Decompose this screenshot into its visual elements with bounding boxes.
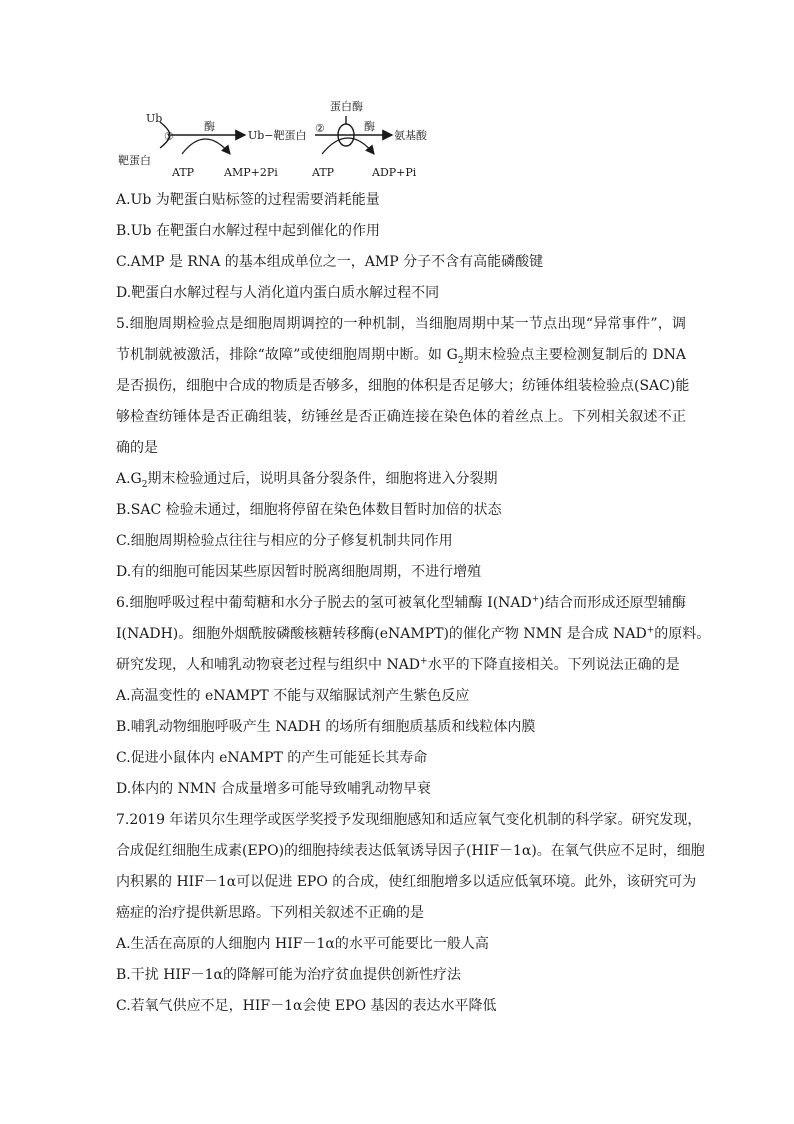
target-protein-label: 靶蛋白 — [118, 154, 151, 167]
question-text — [116, 185, 711, 1022]
q6-stem-line-2 — [116, 619, 711, 650]
q6-l3-b: 水平的下降直接相关。下列说法正确的是 — [427, 657, 680, 673]
q4-option-a: A.Ub 为靶蛋白贴标签的过程需要消耗能量 — [116, 192, 380, 208]
q6-l1-b: )结合而形成还原型辅酶 — [539, 595, 686, 611]
amino-acid-label: 氨基酸 — [394, 129, 427, 142]
q5-stem-line-3: 是否损伤，细胞中合成的物质是否够多，细胞的体积是否足够大；纺锤体组装检验点(SAC)能 — [116, 378, 690, 394]
q5-stem-line-4: 够检查纺锤体是否正确组装，纺锤丝是否正确连接在染色体的着丝点上。下列相关叙述不正 — [116, 409, 686, 425]
enzyme2-label: 酶 — [364, 120, 375, 133]
q7-stem-line-3: 内积累的 HIF－1α可以促进 EPO 的合成，使红细胞增多以适应低氧环境。此外，该研究可为 — [116, 874, 697, 890]
q6-option-c: C.促进小鼠体内 eNAMPT 的产生可能延长其寿命 — [116, 750, 428, 766]
q5-option-d: D.有的细胞可能因某些原因暂时脱离细胞周期，不进行增殖 — [116, 564, 482, 580]
q6-option-a: A.高温变性的 eNAMPT 不能与双缩脲试剂产生紫色反应 — [116, 688, 470, 704]
q6-stem-line-3 — [116, 650, 686, 681]
q7-stem-line-4: 癌症的治疗提供新思路。下列相关叙述不正确的是 — [116, 905, 424, 921]
q5-option-a — [116, 464, 686, 495]
q5-option-c: C.细胞周期检验点往往与相应的分子修复机制共同作用 — [116, 533, 453, 549]
q6-option-b: B.哺乳动物细胞呼吸产生 NADH 的场所有细胞质基质和线粒体内膜 — [116, 719, 536, 735]
q4-option-c: C.AMP 是 RNA 的基本组成单位之一，AMP 分子不含有高能磷酸键 — [116, 254, 544, 270]
q5-option-b: B.SAC 检验未通过，细胞将停留在染色体数目暂时加倍的状态 — [116, 502, 502, 518]
adp-pi-label: ADP+Pi — [372, 166, 417, 179]
protease-label: 蛋白酶 — [330, 100, 363, 113]
step2-marker: ② — [315, 122, 325, 135]
q5-l2-sub: 2 — [457, 355, 464, 366]
atp1-label: ATP — [172, 166, 195, 179]
q5-stem-line-1: 5.细胞周期检验点是细胞周期调控的一种机制，当细胞周期中某一节点出现“异常事件”，调 — [116, 316, 686, 332]
q7-option-b: B.干扰 HIF－1α的降解可能为治疗贫血提供创新性疗法 — [116, 967, 462, 983]
q5-l2-b: 期末检验点主要检测复制后的 DNA — [463, 347, 686, 363]
q5-l2-a: 节机制就被激活，排除“故障”或使细胞周期中断。如 G — [116, 347, 458, 363]
q6-l2-sup: + — [646, 625, 655, 636]
q7-option-a: A.生活在高原的人细胞内 HIF－1α的水平可能要比一般人高 — [116, 936, 489, 952]
q4-option-b: B.Ub 在靶蛋白水解过程中起到催化的作用 — [116, 223, 380, 239]
q7-stem-line-1: 7.2019 年诺贝尔生理学或医学奖授予发现细胞感知和适应氧气变化机制的科学家。研究发现， — [116, 812, 702, 828]
q7-stem-line-2: 合成促红细胞生成素(EPO)的细胞持续表达低氧诱导因子(HIF－1α)。在氧气供应不足时，细胞 — [116, 843, 705, 859]
q6-l1-a: 6.细胞呼吸过程中葡萄糖和水分子脱去的氢可被氧化型辅酶 I(NAD — [116, 595, 532, 611]
q5-stem-line-5: 确的是 — [116, 440, 158, 456]
q6-l1-sup: + — [531, 594, 540, 605]
q4-option-d: D.靶蛋白水解过程与人消化道内蛋白质水解过程不同 — [116, 285, 440, 301]
q6-stem-line-1 — [116, 588, 686, 619]
q5-stem-line-2 — [116, 340, 686, 371]
q7-option-c: C.若氧气供应不足，HIF－1α会使 EPO 基因的表达水平降低 — [116, 998, 497, 1014]
q6-option-d: D.体内的 NMN 合成量增多可能导致哺乳动物早衰 — [116, 781, 431, 797]
step1-marker: ① — [164, 130, 174, 143]
q6-l2-a: I(NADH)。细胞外烟酰胺磷酸核糖转移酶(eNAMPT)的催化产物 NMN 是合成 NAD — [116, 626, 647, 642]
q5-a-pre: A.G — [116, 471, 142, 487]
q5-a-sub: 2 — [141, 479, 148, 490]
q6-l2-b: 的原料。 — [654, 626, 711, 642]
amp-pi-label: AMP+2Pi — [224, 166, 278, 179]
ubiquitin-pathway-diagram — [110, 92, 440, 182]
ub-label: Ub — [146, 112, 163, 125]
atp2-label: ATP — [312, 166, 335, 179]
step1-energy-curve — [182, 139, 230, 154]
enzyme1-label: 酶 — [204, 120, 215, 133]
ub-target-label: Ub−靶蛋白 — [248, 129, 307, 142]
q6-l3-a: 研究发现，人和哺乳动物衰老过程与组织中 NAD — [116, 657, 421, 673]
q6-l3-sup: + — [420, 656, 428, 667]
q5-a-post: 期末检验通过后，说明具备分裂条件，细胞将进入分裂期 — [147, 471, 498, 487]
